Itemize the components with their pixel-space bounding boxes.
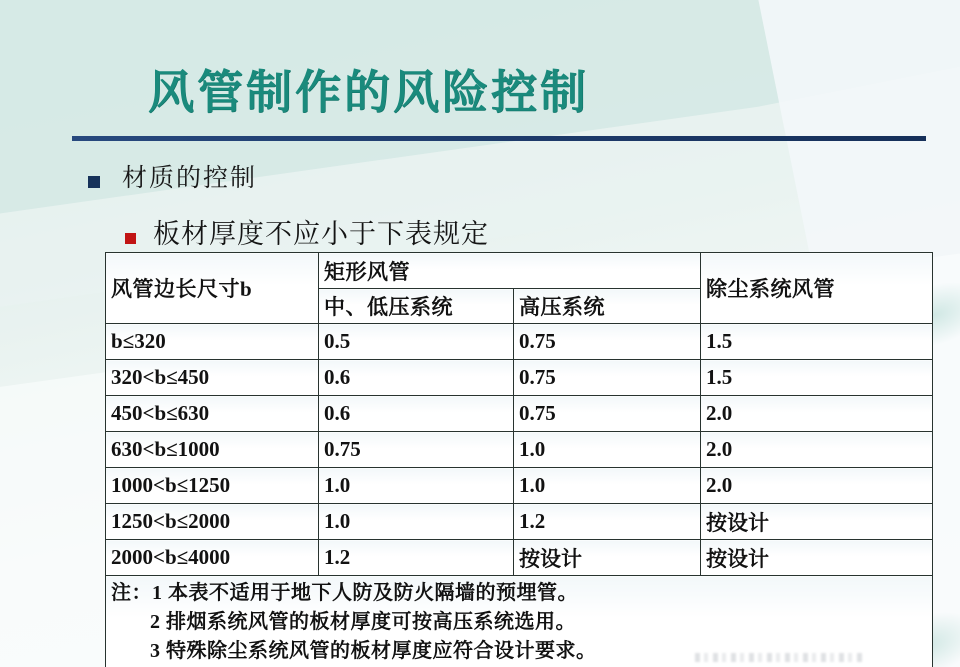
note-1: 注：1 本表不适用于地下人防及防火隔墙的预埋管。: [111, 582, 578, 604]
watermark-illegible: [695, 653, 863, 662]
cell-mid-low: 1.2: [319, 540, 514, 576]
table-row: [106, 468, 933, 504]
cell-high: 按设计: [514, 540, 701, 576]
cell-mid-low: 0.6: [319, 396, 514, 432]
cell-size: 630<b≤1000: [106, 432, 319, 468]
table-header-row-1: [106, 253, 933, 289]
cell-dust: 2.0: [701, 468, 933, 504]
sub-bullet-text: 板材厚度不应小于下表规定: [153, 219, 489, 249]
cell-high: 0.75: [514, 396, 701, 432]
cell-dust: 按设计: [701, 540, 933, 576]
cell-mid-low: 1.0: [319, 504, 514, 540]
note-2: 2 排烟系统风管的板材厚度可按高压系统选用。: [150, 611, 576, 633]
header-duct-size: 风管边长尺寸b: [106, 253, 319, 324]
cell-high: 0.75: [514, 360, 701, 396]
cell-high: 0.75: [514, 324, 701, 360]
section-heading-row: [88, 158, 257, 194]
table-row: [106, 432, 933, 468]
cell-size: 450<b≤630: [106, 396, 319, 432]
title-underline: [72, 136, 926, 141]
cell-size: 320<b≤450: [106, 360, 319, 396]
cell-mid-low: 1.0: [319, 468, 514, 504]
cell-dust: 1.5: [701, 360, 933, 396]
cell-mid-low: 0.5: [319, 324, 514, 360]
table-row: [106, 324, 933, 360]
cell-size: b≤320: [106, 324, 319, 360]
cell-dust: 按设计: [701, 504, 933, 540]
cell-size: 1000<b≤1250: [106, 468, 319, 504]
cell-high: 1.0: [514, 432, 701, 468]
table-row: [106, 540, 933, 576]
header-dust-system: 除尘系统风管: [701, 253, 933, 324]
table-row: [106, 504, 933, 540]
cell-mid-low: 0.75: [319, 432, 514, 468]
cell-mid-low: 0.6: [319, 360, 514, 396]
table-row: [106, 360, 933, 396]
header-mid-low-pressure: 中、低压系统: [319, 289, 514, 324]
plate-thickness-table: [105, 252, 933, 667]
page-title: 风管制作的风险控制: [148, 66, 589, 118]
cell-dust: 2.0: [701, 396, 933, 432]
cell-size: 2000<b≤4000: [106, 540, 319, 576]
navy-square-bullet-icon: [88, 176, 100, 188]
cell-high: 1.2: [514, 504, 701, 540]
cell-size: 1250<b≤2000: [106, 504, 319, 540]
header-high-pressure: 高压系统: [514, 289, 701, 324]
note-3: 3 特殊除尘系统风管的板材厚度应符合设计要求。: [150, 640, 597, 662]
cell-high: 1.0: [514, 468, 701, 504]
section-heading: 材质的控制: [122, 164, 258, 192]
sub-bullet-row: [125, 212, 489, 251]
table-row: [106, 396, 933, 432]
red-square-bullet-icon: [125, 233, 136, 244]
cell-dust: 1.5: [701, 324, 933, 360]
cell-dust: 2.0: [701, 432, 933, 468]
header-rect-duct: 矩形风管: [319, 253, 701, 289]
